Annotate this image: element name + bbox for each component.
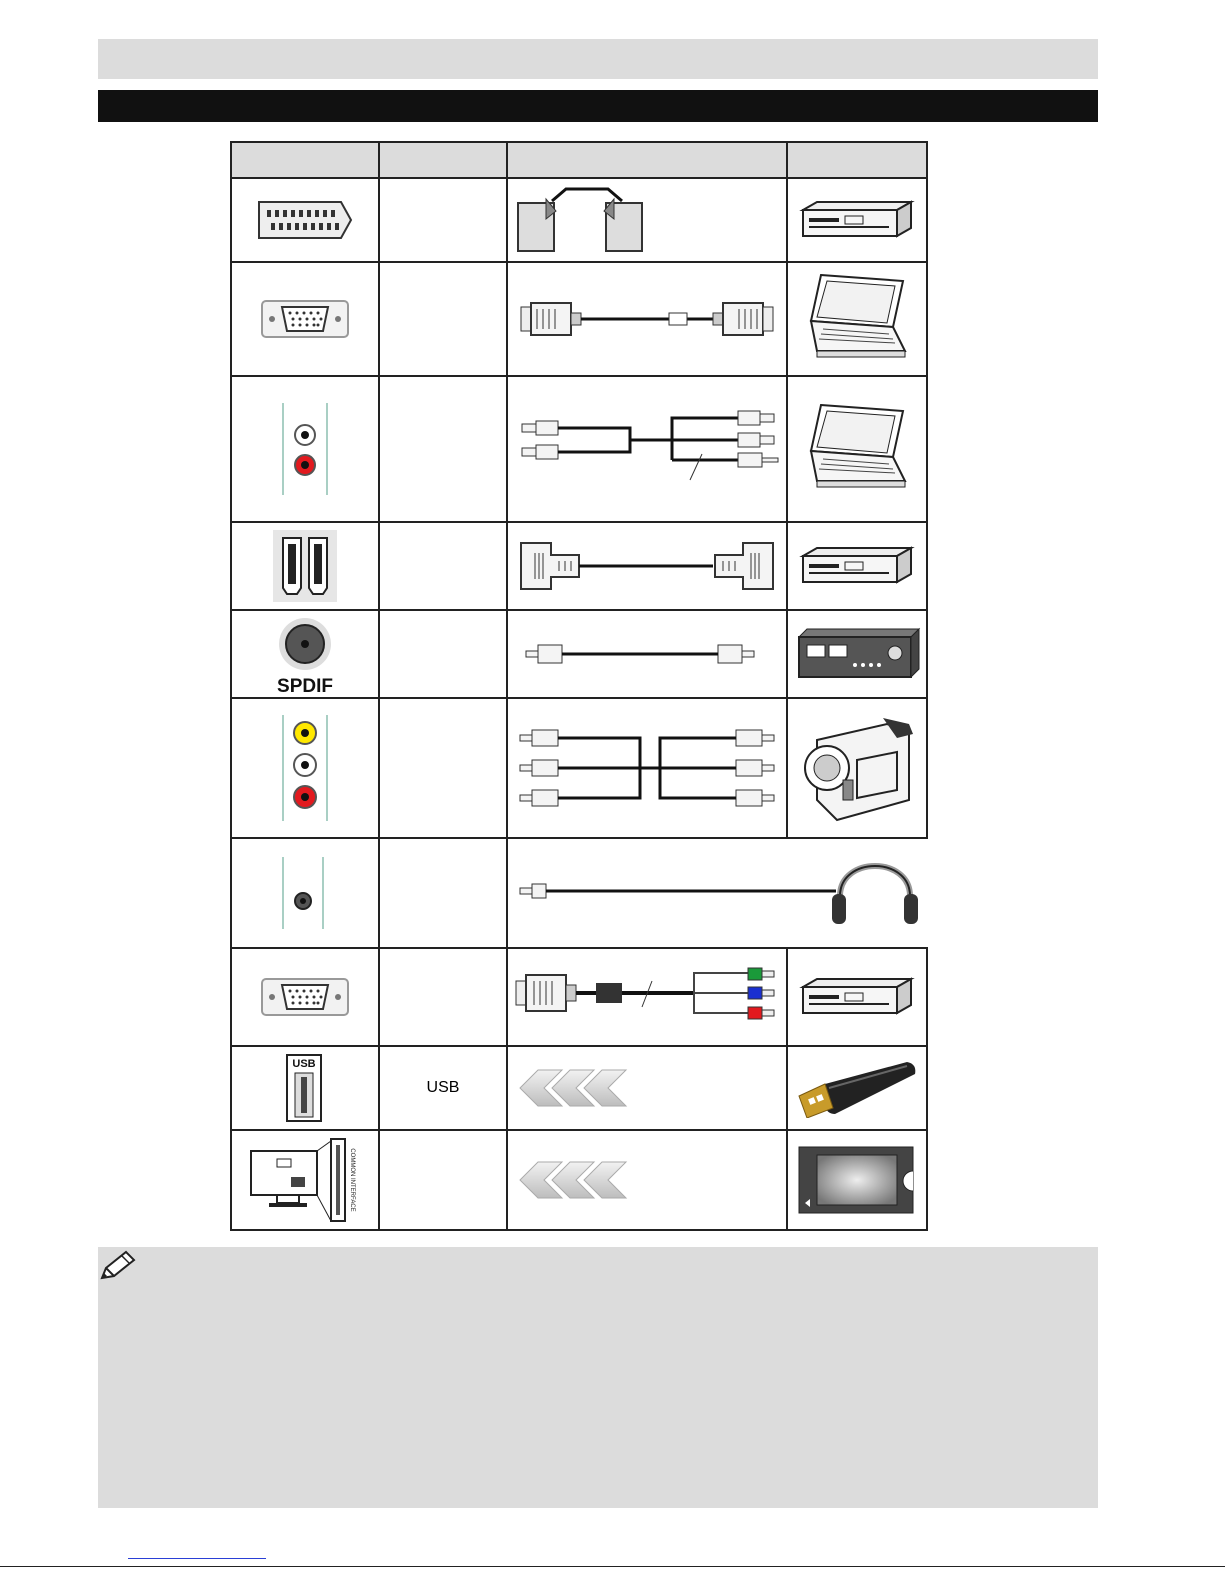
- hdmi-sockets-icon: [231, 522, 379, 610]
- row-label: [379, 1130, 507, 1230]
- header-connector: [231, 142, 379, 178]
- camcorder-device-icon: [787, 698, 927, 838]
- amplifier-device-icon: [787, 610, 927, 698]
- audio-pc-cable-icon: [507, 376, 787, 522]
- scart-cable-icon: [507, 178, 787, 262]
- cam-module-device-icon: [787, 1130, 927, 1230]
- scart-socket-icon: [231, 178, 379, 262]
- connections-table: [230, 141, 928, 1231]
- ci-label: COMMON INTERFACE: [349, 1148, 355, 1212]
- row-label: [379, 838, 507, 948]
- note-box: [98, 1247, 1098, 1508]
- section-title-bar: [98, 90, 1098, 122]
- table-row: [231, 698, 927, 838]
- footer-link-underline[interactable]: [128, 1558, 266, 1559]
- ypbpr-cable-icon: [507, 948, 787, 1046]
- table-row: [231, 1130, 927, 1230]
- ci-slot-icon: [231, 1130, 379, 1230]
- insert-arrows-icon: [507, 1046, 787, 1130]
- vga-socket-icon: [231, 262, 379, 376]
- row-label: [379, 262, 507, 376]
- recorder-device-icon: [787, 178, 927, 262]
- header-cable: [507, 142, 787, 178]
- header-type: [379, 142, 507, 178]
- insert-arrows-icon: [507, 1130, 787, 1230]
- coaxial-cable-icon: [507, 610, 787, 698]
- header-strip: [98, 39, 1098, 79]
- av-sockets-icon: [231, 698, 379, 838]
- av-cable-icon: [507, 698, 787, 838]
- pencil-icon: [98, 1248, 138, 1284]
- spdif-label: SPDIF: [277, 676, 333, 696]
- usb-label: USB: [292, 1058, 316, 1070]
- row-label: [379, 376, 507, 522]
- row-label: [379, 522, 507, 610]
- row-label: [379, 178, 507, 262]
- vga-cable-icon: [507, 262, 787, 376]
- row-label: [379, 698, 507, 838]
- table-row: [231, 178, 927, 262]
- footer-rule: [0, 1566, 1225, 1567]
- ypbpr-vga-socket-icon: [231, 948, 379, 1046]
- table-row: [231, 838, 927, 948]
- row-label: [379, 610, 507, 698]
- audio-lr-sockets-icon: [231, 376, 379, 522]
- headphone-socket-icon: [231, 838, 379, 948]
- row-label: USB: [379, 1046, 507, 1130]
- table-row: [231, 522, 927, 610]
- spdif-socket-icon: [231, 610, 379, 698]
- headphone-cable-icon: [507, 838, 927, 948]
- table-row: [231, 376, 927, 522]
- table-header-row: [231, 142, 927, 178]
- table-row: [231, 610, 927, 698]
- recorder-device-icon: [787, 948, 927, 1046]
- header-device: [787, 142, 927, 178]
- laptop-device-icon: [787, 262, 927, 376]
- table-row: [231, 1046, 927, 1130]
- recorder-device-icon: [787, 522, 927, 610]
- usb-stick-device-icon: [787, 1046, 927, 1130]
- usb-socket-icon: [231, 1046, 379, 1130]
- laptop-device-icon: [787, 376, 927, 522]
- row-label: [379, 948, 507, 1046]
- table-row: [231, 948, 927, 1046]
- table-row: [231, 262, 927, 376]
- hdmi-cable-icon: [507, 522, 787, 610]
